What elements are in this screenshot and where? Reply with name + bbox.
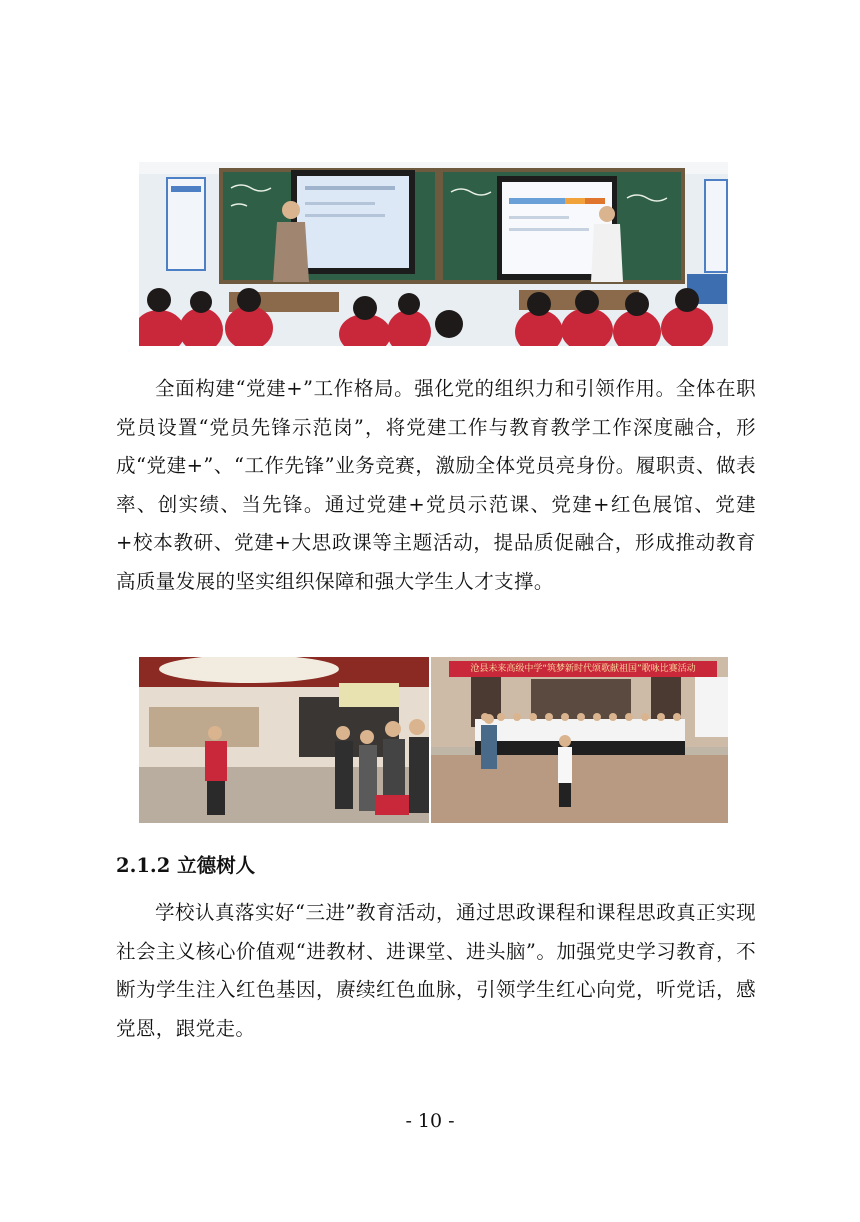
paragraph-moral-education: 学校认真落实好“三进”教育活动，通过思政课程和课程思政真正实现社会主义核心价值观“进教材、进课堂、进头脑”。加强党史学习教育，不断为学生注入红色基因，赓续红色血脉，引领学生红心向党，听党话，感党恩，跟党走。 [116, 901, 756, 1040]
paragraph-party-building: 全面构建“党建+”工作格局。强化党的组织力和引领作用。全体在职党员设置“党员先锋示范岗”，将党建工作与教育教学工作深度融合，形成“党建+”、“工作先锋”业务竞赛，激励全体党员亮身份。履职责、做表率、创实绩、当先锋。通过党建+党员示范课、党建+红色展馆、党建+校本教研、党建+大思政课等主题活动，提品质促融合，形成推动教育高质量发展的坚实组织保障和强大学生人才支撑。 [116, 377, 756, 593]
singing-contest-photo [431, 657, 728, 823]
contest-banner: 沧县未来高级中学“筑梦新时代颂歌献祖国”歌咏比赛活动 [449, 661, 717, 677]
section-heading: 2.1.2 立德树人 [116, 854, 256, 877]
exhibition-hall-illustration [139, 657, 429, 823]
exhibition-hall-photo [139, 657, 429, 823]
singing-contest-illustration [431, 657, 728, 823]
page-number: - 10 - [405, 1110, 455, 1132]
classroom-photo-illustration [139, 162, 728, 346]
classroom-photo [139, 162, 728, 346]
